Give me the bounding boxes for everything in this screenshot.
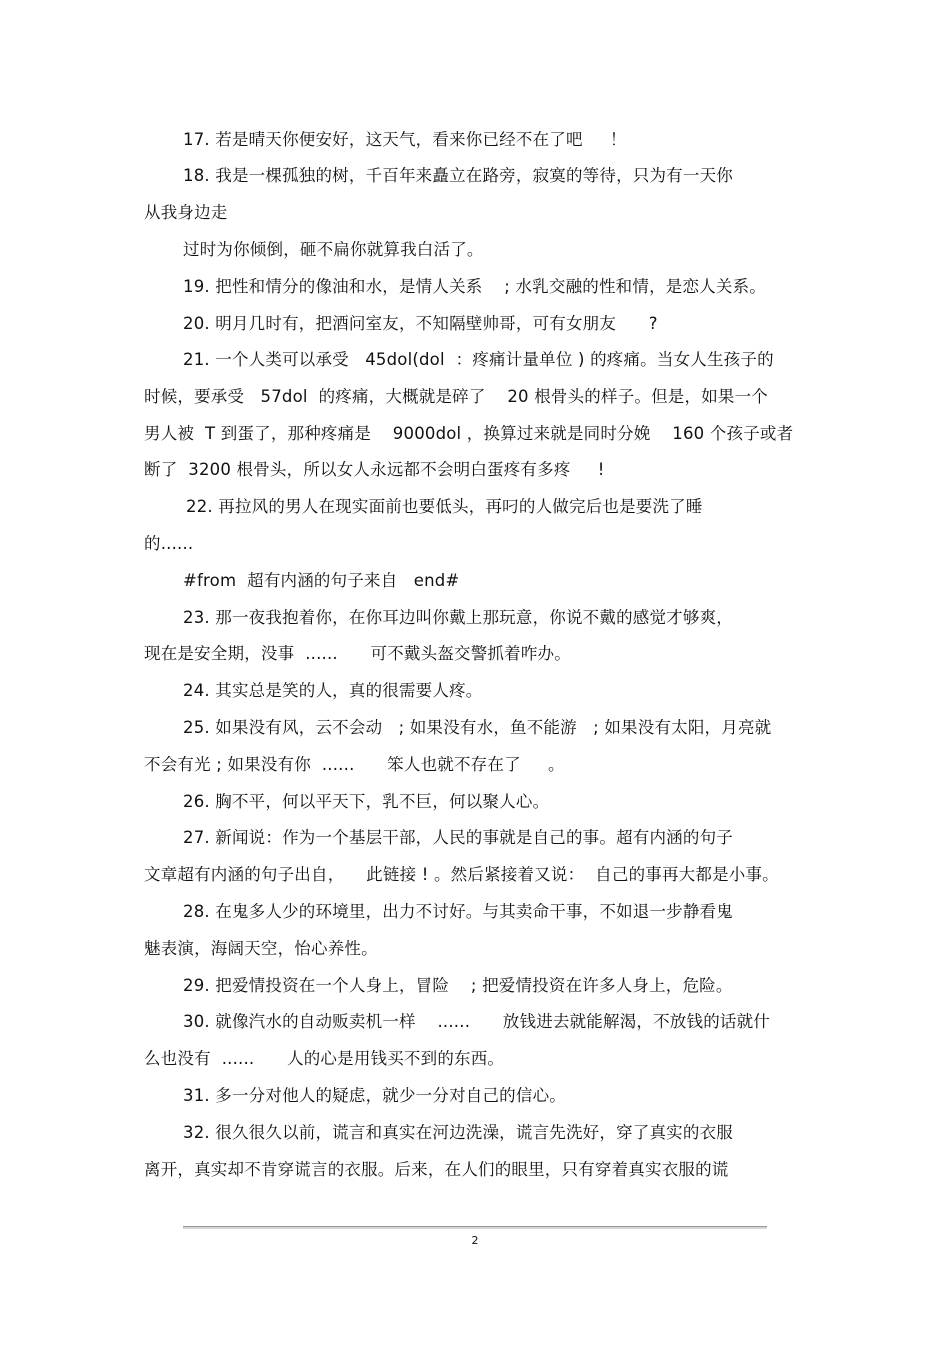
text-line: 25. 如果没有风，云不会动 ; 如果没有水，鱼不能游 ; 如果没有太阳，月亮就	[183, 718, 772, 737]
text-line: 28. 在鬼多人少的环境里，出力不讨好。与其卖命干事，不如退一步静看鬼	[183, 902, 733, 921]
footer-divider	[183, 1226, 767, 1229]
text-line: 不会有光 ; 如果没有你 ...... 笨人也就不存在了 。	[144, 755, 565, 774]
text-line: 文章超有内涵的句子出自， 此链接 ! 。然后紧接着又说： 自己的事再大都是小事。	[144, 865, 779, 884]
text-line: 魅表演，海阔天空，怡心养性。	[144, 939, 378, 958]
text-line: #from 超有内涵的句子来自 end#	[183, 571, 460, 590]
text-line: 男人被 T 到蛋了，那种疼痛是 9000dol ，换算过来就是同时分娩 160 个孩子或者	[144, 424, 794, 443]
text-line: 么也没有 ...... 人的心是用钱买不到的东西。	[144, 1049, 505, 1068]
text-line: 18. 我是一棵孤独的树，千百年来矗立在路旁，寂寞的等待，只为有一天你	[183, 166, 733, 185]
text-line: 17. 若是晴天你便安好，这天气，看来你已经不在了吧 ！	[183, 130, 627, 149]
text-line: 22. 再拉风的男人在现实面前也要低头，再叼的人做完后也是要洗了睡	[186, 497, 703, 516]
text-line: 30. 就像汽水的自动贩卖机一样 ...... 放钱进去就能解渴，不放钱的话就什	[183, 1012, 771, 1031]
text-line: 32. 很久很久以前，谎言和真实在河边洗澡，谎言先洗好，穿了真实的衣服	[183, 1123, 733, 1142]
page-number: 2	[471, 1234, 479, 1247]
text-line: 31. 多一分对他人的疑虑，就少一分对自己的信心。	[183, 1086, 566, 1105]
text-line: 27. 新闻说：作为一个基层干部，人民的事就是自己的事。超有内涵的句子	[183, 828, 733, 847]
text-line: 26. 胸不平，何以平天下，乳不巨，何以聚人心。	[183, 792, 550, 811]
text-line: 断了 3200 根骨头，所以女人永远都不会明白蛋疼有多疼 !	[144, 460, 605, 479]
text-line: 19. 把性和情分的像油和水，是情人关系 ; 水乳交融的性和情，是恋人关系。	[183, 277, 766, 296]
text-line: 24. 其实总是笑的人，真的很需要人疼。	[183, 681, 483, 700]
text-line: 的......	[144, 534, 194, 553]
text-line: 时候，要承受 57dol 的疼痛，大概就是碎了 20 根骨头的样子。但是，如果一个	[144, 387, 768, 406]
text-line: 从我身边走	[144, 203, 228, 222]
text-line: 21. 一个人类可以承受 45dol(dol ：疼痛计量单位 ) 的疼痛。当女人生孩子的	[183, 350, 774, 369]
text-line: 现在是安全期，没事 ...... 可不戴头盔交警抓着咋办。	[144, 644, 571, 663]
text-line: 离开，真实却不肯穿谎言的衣服。后来，在人们的眼里，只有穿着真实衣服的谎	[144, 1160, 729, 1179]
text-line: 29. 把爱情投资在一个人身上，冒险 ; 把爱情投资在许多人身上，危险。	[183, 976, 733, 995]
text-line: 20. 明月几时有，把酒问室友，不知隔壁帅哥，可有女朋友 ?	[183, 314, 658, 333]
text-line: 23. 那一夜我抱着你，在你耳边叫你戴上那玩意，你说不戴的感觉才够爽，	[183, 608, 733, 627]
text-line: 过时为你倾倒，砸不扁你就算我白活了。	[183, 240, 484, 259]
